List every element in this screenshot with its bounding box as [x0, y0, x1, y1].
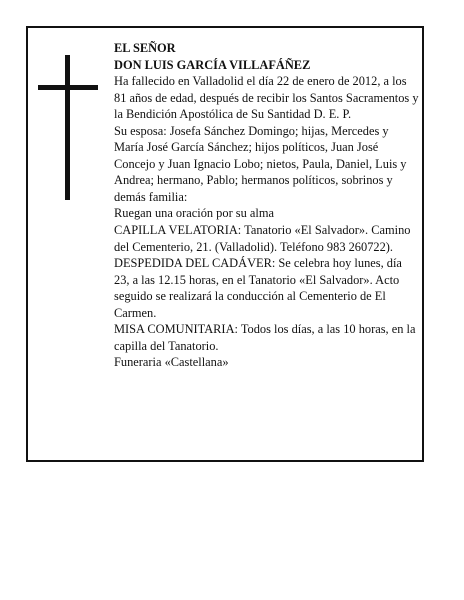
- obituary-notice: [26, 26, 424, 462]
- notice-body: [114, 40, 420, 371]
- wake-chapel-info: CAPILLA VELATORIA: Tanatorio «El Salvador». Camino del Cementerio, 21. (Valladolid). Teléfono 983 260722).: [114, 223, 411, 254]
- prayer-request: Ruegan una oración por su alma: [114, 206, 274, 221]
- cross-horizontal-bar: [38, 85, 98, 90]
- deceased-name: DON LUIS GARCÍA VILLAFÁÑEZ: [114, 57, 311, 72]
- mass-info: MISA COMUNITARIA: Todos los días, a las 10 horas, en la capilla del Tanatorio.: [114, 322, 416, 353]
- cross-icon: [38, 55, 98, 200]
- heading-title: EL SEÑOR: [114, 41, 176, 55]
- family-list: Su esposa: Josefa Sánchez Domingo; hijas, Mercedes y María José García Sánchez; hijos políticos, Juan José Concejo y Juan Ignacio Lobo; nietos, Paula, Daniel, Luis y Andrea; hermano, Pablo; hermanos políticos, sobrinos y demás familia:: [114, 123, 407, 204]
- funeral-home: Funeraria «Castellana»: [114, 355, 229, 370]
- cross-vertical-bar: [65, 55, 70, 200]
- farewell-info: DESPEDIDA DEL CADÁVER: Se celebra hoy lunes, día 23, a las 12.15 horas, en el Tanatorio «El Salvador». Acto seguido se realizará la conducción al Cementerio de El Carmen.: [114, 256, 402, 320]
- death-announcement: Ha fallecido en Valladolid el día 22 de enero de 2012, a los 81 años de edad, después de recibir los Santos Sacramentos y la Bendición Apostólica de Su Santidad D. E. P.: [114, 74, 419, 122]
